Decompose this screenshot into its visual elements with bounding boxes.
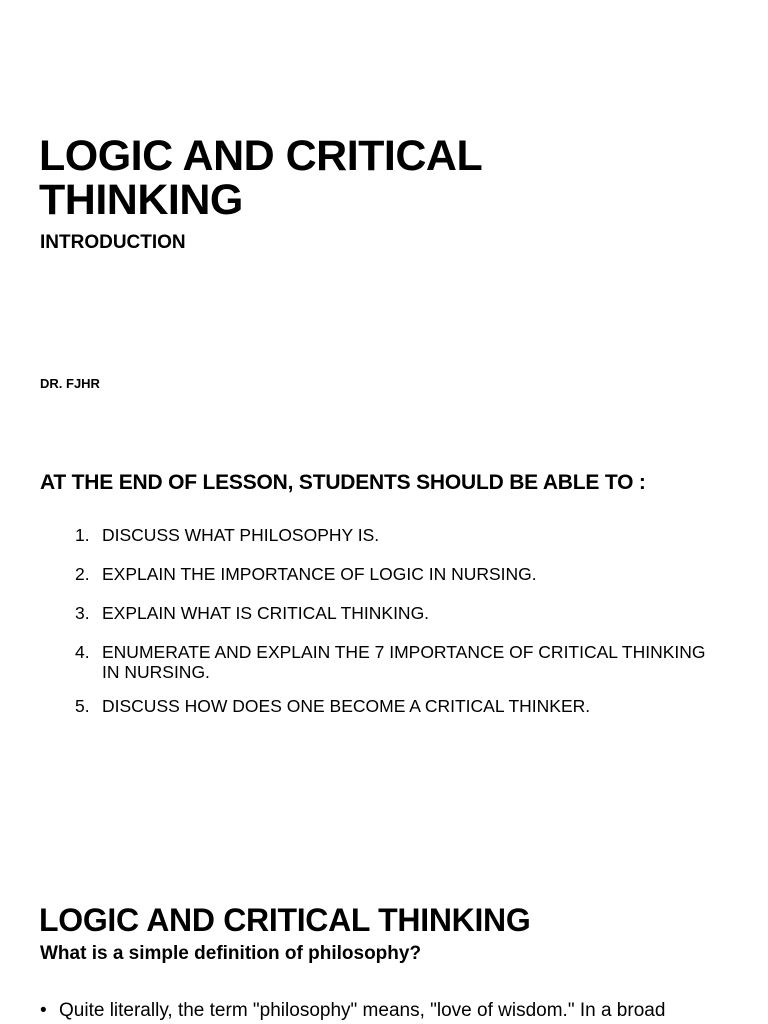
definition-bullet [40, 999, 740, 1023]
list-item-number: 5. [75, 696, 90, 716]
slide-title-line-1: LOGIC AND CRITICAL [39, 132, 483, 180]
list-item-number: 2. [75, 564, 90, 584]
list-item-text: EXPLAIN THE IMPORTANCE OF LOGIC IN NURSING. [102, 564, 537, 584]
definition-question: What is a simple definition of philosophy? [40, 943, 422, 964]
list-item-text: ENUMERATE AND EXPLAIN THE 7 IMPORTANCE OF CRITICAL THINKING IN NURSING. [102, 642, 706, 682]
bullet-text: Quite literally, the term "philosophy" means, "love of wisdom." In a broad [59, 1000, 666, 1021]
definition-title: LOGIC AND CRITICAL THINKING [39, 902, 531, 938]
list-item-number: 3. [75, 603, 90, 623]
slide-title-line-2: THINKING [39, 176, 243, 224]
objectives-heading: AT THE END OF LESSON, STUDENTS SHOULD BE ABLE TO : [40, 471, 646, 494]
bullet-dot: • [40, 1000, 47, 1021]
list-item-number: 1. [75, 525, 90, 545]
list-item-text: EXPLAIN WHAT IS CRITICAL THINKING. [102, 603, 430, 623]
list-item-text: DISCUSS WHAT PHILOSOPHY IS. [102, 525, 380, 545]
slide-author: DR. FJHR [40, 376, 100, 391]
list-item-number: 4. [75, 642, 90, 662]
list-item-text: DISCUSS HOW DOES ONE BECOME A CRITICAL THINKER. [102, 696, 591, 716]
slide-subtitle: INTRODUCTION [40, 232, 186, 253]
